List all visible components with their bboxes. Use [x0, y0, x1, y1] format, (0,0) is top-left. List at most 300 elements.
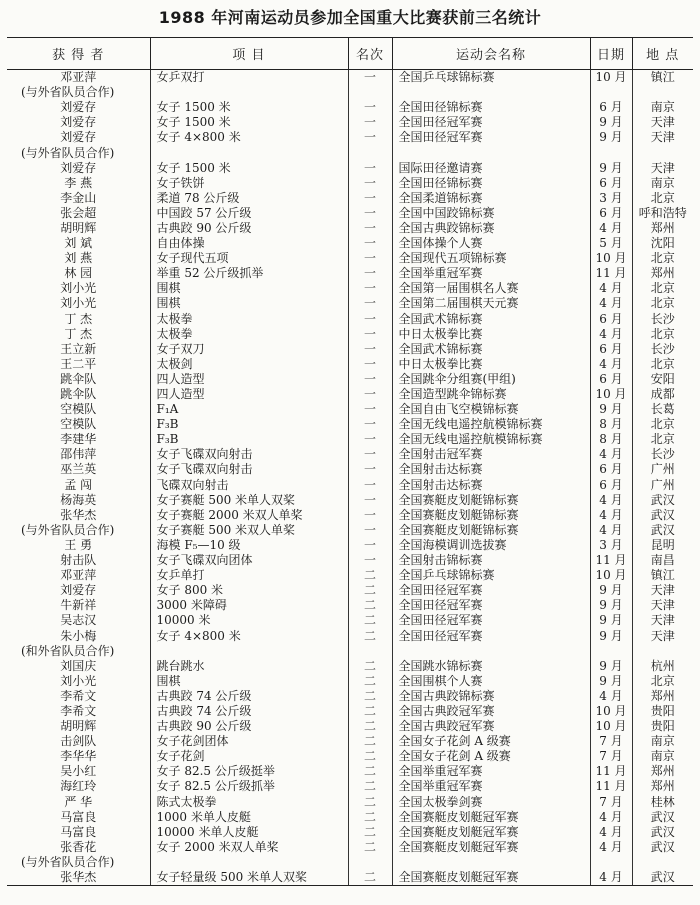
cell-meet: 全国田径锦标赛 [392, 176, 590, 191]
cell-event: 太极拳 [150, 327, 348, 342]
cell-event: 太极剑 [150, 357, 348, 372]
cell-winner: 刘爱存 [60, 115, 97, 130]
cell-event: 古典跤 90 公斤级 [150, 221, 348, 236]
cell-date: 9 月 [590, 613, 632, 628]
cell-winner: 刘 燕 [64, 251, 93, 266]
cell-meet: 全国举重冠军赛 [392, 779, 590, 794]
cell-place: 杭州 [632, 659, 693, 674]
cell-meet: 全国乒乓球锦标赛 [392, 568, 590, 583]
cell-event [150, 644, 348, 659]
table-row [7, 221, 693, 236]
header-place: 地 点 [632, 38, 693, 70]
results-table [7, 37, 693, 886]
cell-place: 北京 [632, 417, 693, 432]
table-row [7, 568, 693, 583]
cell-rank: 一 [348, 327, 392, 342]
cell-date: 4 月 [590, 810, 632, 825]
cell-place: 武汉 [632, 840, 693, 855]
cell-winner: 朱小梅 [60, 628, 97, 643]
cell-date: 8 月 [590, 417, 632, 432]
cell-date: 9 月 [590, 583, 632, 598]
cell-event: 女子赛艇 2000 米双人单桨 [150, 508, 348, 523]
table-row [7, 870, 693, 886]
cell-place: 长沙 [632, 447, 693, 462]
header-meet: 运动会名称 [392, 38, 590, 70]
cell-rank: 二 [348, 734, 392, 749]
cell-rank [348, 85, 392, 100]
cell-place: 武汉 [632, 493, 693, 508]
cell-place: 北京 [632, 674, 693, 689]
cell-event: 女子花剑团体 [150, 734, 348, 749]
cell-meet: 全国射击冠军赛 [392, 447, 590, 462]
cell-rank: 一 [348, 342, 392, 357]
cell-meet: 国际田径邀请赛 [392, 161, 590, 176]
cell-place: 天津 [632, 161, 693, 176]
cell-rank [348, 855, 392, 870]
cell-rank: 二 [348, 628, 392, 643]
cell-rank: 一 [348, 312, 392, 327]
cell-event: 女子双刀 [150, 342, 348, 357]
cell-date: 7 月 [590, 749, 632, 764]
table-row [7, 810, 693, 825]
cell-date: 4 月 [590, 870, 632, 886]
cell-meet: 全国围棋个人赛 [392, 674, 590, 689]
cell-place: 南京 [632, 176, 693, 191]
cell-rank: 二 [348, 583, 392, 598]
cell-winner: 邵伟萍 [60, 447, 97, 462]
cell-date: 10 月 [590, 70, 632, 86]
cell-winner: 刘国庆 [60, 658, 97, 673]
table-row [7, 266, 693, 281]
table-row [7, 644, 693, 659]
cell-date: 10 月 [590, 704, 632, 719]
cell-date: 6 月 [590, 100, 632, 115]
table-row [7, 85, 693, 100]
table-row [7, 734, 693, 749]
cell-winner: 空模队 [60, 402, 97, 417]
header-event: 项 目 [150, 38, 348, 70]
cell-meet [392, 145, 590, 160]
cell-winner: (与外省队员合作) [21, 85, 115, 100]
cell-event: 1000 米单人皮艇 [150, 810, 348, 825]
cell-rank: 一 [348, 432, 392, 447]
cell-date: 9 月 [590, 674, 632, 689]
cell-meet: 全国田径冠军赛 [392, 598, 590, 613]
cell-rank: 一 [348, 221, 392, 236]
cell-rank: 二 [348, 704, 392, 719]
table-row [7, 749, 693, 764]
cell-meet [392, 855, 590, 870]
cell-place [632, 85, 693, 100]
cell-winner: (与外省队员合作) [21, 854, 115, 869]
cell-place: 长沙 [632, 342, 693, 357]
cell-date [590, 85, 632, 100]
cell-date: 4 月 [590, 327, 632, 342]
table-row [7, 493, 693, 508]
cell-rank: 二 [348, 810, 392, 825]
cell-rank: 一 [348, 357, 392, 372]
table-row [7, 387, 693, 402]
cell-winner: 丁 杰 [64, 326, 93, 341]
cell-winner: (和外省队员合作) [21, 643, 115, 658]
cell-meet: 全国赛艇皮划艇锦标赛 [392, 508, 590, 523]
cell-meet: 全国跳水锦标赛 [392, 659, 590, 674]
cell-date: 9 月 [590, 402, 632, 417]
cell-rank: 二 [348, 719, 392, 734]
cell-date: 3 月 [590, 191, 632, 206]
cell-date: 9 月 [590, 598, 632, 613]
cell-meet: 全国自由飞空模锦标赛 [392, 402, 590, 417]
cell-rank: 一 [348, 523, 392, 538]
cell-event [150, 85, 348, 100]
cell-meet: 全国女子花剑 A 级赛 [392, 734, 590, 749]
cell-event: 古典跤 74 公斤级 [150, 689, 348, 704]
cell-rank: 一 [348, 553, 392, 568]
cell-winner: 空模队 [60, 417, 97, 432]
table-row [7, 613, 693, 628]
cell-meet: 全国田径冠军赛 [392, 115, 590, 130]
cell-winner: 杨海英 [60, 492, 97, 507]
cell-place: 天津 [632, 130, 693, 145]
cell-rank: 一 [348, 508, 392, 523]
table-row [7, 508, 693, 523]
table-row [7, 628, 693, 643]
table-row [7, 251, 693, 266]
cell-place: 长沙 [632, 312, 693, 327]
cell-place: 贵阳 [632, 719, 693, 734]
cell-winner: 刘爱存 [60, 160, 97, 175]
cell-event: 自由体操 [150, 236, 348, 251]
cell-winner: 刘爱存 [60, 100, 97, 115]
cell-winner: (与外省队员合作) [21, 145, 115, 160]
table-row [7, 312, 693, 327]
cell-place: 郑州 [632, 779, 693, 794]
table-row [7, 855, 693, 870]
cell-rank: 二 [348, 870, 392, 886]
cell-winner: 孟 闯 [64, 477, 93, 492]
cell-place: 昆明 [632, 538, 693, 553]
cell-rank: 二 [348, 568, 392, 583]
cell-rank: 一 [348, 538, 392, 553]
cell-event: 女子 4×800 米 [150, 130, 348, 145]
table-row [7, 704, 693, 719]
cell-rank: 一 [348, 281, 392, 296]
cell-event: 海模 F₅—10 级 [150, 538, 348, 553]
cell-date: 4 月 [590, 447, 632, 462]
cell-meet: 全国跳伞分组赛(甲组) [392, 372, 590, 387]
table-row [7, 432, 693, 447]
cell-place: 郑州 [632, 221, 693, 236]
cell-event: 古典跤 90 公斤级 [150, 719, 348, 734]
cell-meet: 全国无线电遥控航模锦标赛 [392, 417, 590, 432]
cell-place: 镇江 [632, 568, 693, 583]
cell-winner: 李华华 [60, 749, 97, 764]
cell-event: 举重 52 公斤级抓举 [150, 266, 348, 281]
cell-winner: 刘小光 [60, 673, 97, 688]
cell-event: 女子现代五项 [150, 251, 348, 266]
cell-date [590, 145, 632, 160]
cell-place: 桂林 [632, 795, 693, 810]
cell-event: 女子 82.5 公斤级抓举 [150, 779, 348, 794]
cell-place: 沈阳 [632, 236, 693, 251]
table-row [7, 70, 693, 86]
cell-winner: 吴志汉 [60, 613, 97, 628]
cell-place: 天津 [632, 613, 693, 628]
cell-date: 4 月 [590, 523, 632, 538]
cell-place: 武汉 [632, 825, 693, 840]
cell-place: 广州 [632, 462, 693, 477]
cell-meet: 全国海模调训选拔赛 [392, 538, 590, 553]
cell-rank: 二 [348, 598, 392, 613]
cell-rank: 一 [348, 236, 392, 251]
cell-meet: 全国赛艇皮划艇冠军赛 [392, 825, 590, 840]
cell-rank [348, 145, 392, 160]
cell-winner: 牛新祥 [60, 598, 97, 613]
cell-event: 女子铁饼 [150, 176, 348, 191]
cell-date: 6 月 [590, 312, 632, 327]
table-row [7, 598, 693, 613]
table-row [7, 372, 693, 387]
cell-place: 北京 [632, 191, 693, 206]
table-header-row [7, 38, 693, 70]
table-row [7, 447, 693, 462]
cell-rank: 一 [348, 447, 392, 462]
table-row [7, 176, 693, 191]
cell-place [632, 644, 693, 659]
cell-event: F₁A [150, 402, 348, 417]
cell-date: 10 月 [590, 568, 632, 583]
cell-meet: 全国古典跤冠军赛 [392, 704, 590, 719]
cell-winner: 张华杰 [7, 870, 150, 886]
table-row [7, 840, 693, 855]
cell-date [590, 644, 632, 659]
table-row [7, 100, 693, 115]
cell-winner: 李希文 [60, 688, 97, 703]
cell-date: 3 月 [590, 538, 632, 553]
cell-place: 南昌 [632, 553, 693, 568]
cell-event: 女子 1500 米 [150, 115, 348, 130]
cell-meet: 全国田径冠军赛 [392, 628, 590, 643]
cell-meet: 全国古典跤锦标赛 [392, 689, 590, 704]
cell-rank: 二 [348, 674, 392, 689]
cell-event: 10000 米单人皮艇 [150, 825, 348, 840]
cell-event: 女乒双打 [150, 70, 348, 86]
cell-rank: 一 [348, 176, 392, 191]
cell-meet: 全国第一届围棋名人赛 [392, 281, 590, 296]
cell-date: 6 月 [590, 206, 632, 221]
cell-meet: 全国女子花剑 A 级赛 [392, 749, 590, 764]
cell-date: 10 月 [590, 719, 632, 734]
cell-event [150, 855, 348, 870]
cell-event: 跳台跳水 [150, 659, 348, 674]
cell-date: 9 月 [590, 659, 632, 674]
table-row [7, 478, 693, 493]
cell-meet: 全国田径冠军赛 [392, 583, 590, 598]
header-date: 日期 [590, 38, 632, 70]
cell-place: 武汉 [632, 870, 693, 886]
cell-winner: 丁 杰 [64, 311, 93, 326]
cell-winner: 林 园 [64, 266, 93, 281]
cell-event: 柔道 78 公斤级 [150, 191, 348, 206]
cell-winner: 王 勇 [64, 537, 93, 552]
cell-event: 围棋 [150, 281, 348, 296]
cell-winner: 刘小光 [60, 296, 97, 311]
table-row [7, 719, 693, 734]
cell-meet: 全国赛艇皮划艇冠军赛 [392, 810, 590, 825]
cell-date: 7 月 [590, 734, 632, 749]
cell-meet: 全国古典跤冠军赛 [392, 719, 590, 734]
cell-meet: 全国体操个人赛 [392, 236, 590, 251]
cell-meet: 全国第二届围棋天元赛 [392, 296, 590, 311]
cell-winner: 吴小红 [60, 764, 97, 779]
cell-place: 南京 [632, 734, 693, 749]
cell-date: 7 月 [590, 795, 632, 810]
cell-meet: 全国赛艇皮划艇冠军赛 [392, 870, 590, 886]
cell-rank: 二 [348, 613, 392, 628]
cell-winner: 王二平 [60, 356, 97, 371]
cell-meet [392, 85, 590, 100]
cell-date: 4 月 [590, 493, 632, 508]
cell-date [590, 855, 632, 870]
cell-place [632, 855, 693, 870]
cell-event: 女乒单打 [150, 568, 348, 583]
cell-rank: 一 [348, 266, 392, 281]
cell-rank [348, 644, 392, 659]
cell-event: 陈式太极拳 [150, 795, 348, 810]
cell-rank: 一 [348, 70, 392, 86]
cell-date: 6 月 [590, 462, 632, 477]
table-row [7, 795, 693, 810]
cell-winner: 邓亚萍 [60, 568, 97, 583]
cell-winner: 邓亚萍 [60, 70, 97, 85]
cell-winner: (与外省队员合作) [21, 522, 115, 537]
cell-meet: 全国中国跤锦标赛 [392, 206, 590, 221]
cell-date: 4 月 [590, 281, 632, 296]
cell-place: 天津 [632, 628, 693, 643]
cell-event: 女子 800 米 [150, 583, 348, 598]
cell-date: 11 月 [590, 553, 632, 568]
cell-rank: 一 [348, 100, 392, 115]
cell-rank: 二 [348, 840, 392, 855]
cell-winner: 跳伞队 [60, 371, 97, 386]
cell-rank: 一 [348, 161, 392, 176]
cell-meet: 全国乒乓球锦标赛 [392, 70, 590, 86]
cell-meet: 全国举重冠军赛 [392, 266, 590, 281]
cell-meet: 全国造型跳伞锦标赛 [392, 387, 590, 402]
cell-place: 镇江 [632, 70, 693, 86]
cell-date: 11 月 [590, 779, 632, 794]
cell-rank: 一 [348, 296, 392, 311]
cell-date: 9 月 [590, 130, 632, 145]
cell-meet [392, 644, 590, 659]
cell-event: 3000 米障碍 [150, 598, 348, 613]
cell-winner: 巫兰英 [60, 462, 97, 477]
cell-winner: 马富良 [60, 824, 97, 839]
cell-date: 6 月 [590, 478, 632, 493]
cell-meet: 全国武术锦标赛 [392, 312, 590, 327]
cell-rank: 二 [348, 779, 392, 794]
cell-date: 4 月 [590, 357, 632, 372]
cell-date: 5 月 [590, 236, 632, 251]
cell-place: 武汉 [632, 523, 693, 538]
cell-winner: 胡明辉 [60, 719, 97, 734]
cell-date: 9 月 [590, 115, 632, 130]
cell-rank: 一 [348, 387, 392, 402]
table-row [7, 191, 693, 206]
cell-meet: 全国柔道锦标赛 [392, 191, 590, 206]
cell-winner: 射击队 [60, 553, 97, 568]
cell-winner: 胡明辉 [60, 220, 97, 235]
table-body [7, 70, 693, 886]
table-row [7, 115, 693, 130]
cell-event: 女子赛艇 500 米单人双桨 [150, 493, 348, 508]
cell-rank: 二 [348, 825, 392, 840]
cell-winner: 刘爱存 [60, 583, 97, 598]
cell-place: 北京 [632, 281, 693, 296]
cell-date: 4 月 [590, 296, 632, 311]
cell-date: 4 月 [590, 508, 632, 523]
cell-event: 女子飞碟双向团体 [150, 553, 348, 568]
table-row [7, 296, 693, 311]
cell-event: 飞碟双向射击 [150, 478, 348, 493]
cell-place: 广州 [632, 478, 693, 493]
cell-winner: 李金山 [60, 190, 97, 205]
cell-winner: 张会超 [60, 205, 97, 220]
cell-date: 8 月 [590, 432, 632, 447]
cell-meet: 全国田径冠军赛 [392, 613, 590, 628]
cell-place: 南京 [632, 100, 693, 115]
table-row [7, 402, 693, 417]
table-row [7, 161, 693, 176]
cell-rank: 一 [348, 372, 392, 387]
cell-event: 围棋 [150, 674, 348, 689]
cell-meet: 全国赛艇皮划艇锦标赛 [392, 523, 590, 538]
cell-place: 贵阳 [632, 704, 693, 719]
cell-meet: 全国无线电遥控航模锦标赛 [392, 432, 590, 447]
table-row [7, 462, 693, 477]
cell-rank: 一 [348, 251, 392, 266]
cell-winner: 李希文 [60, 703, 97, 718]
cell-place: 呼和浩特 [632, 206, 693, 221]
cell-meet: 全国赛艇皮划艇冠军赛 [392, 840, 590, 855]
cell-event: 女子飞碟双向射击 [150, 447, 348, 462]
cell-rank: 一 [348, 402, 392, 417]
cell-date: 11 月 [590, 266, 632, 281]
cell-date: 11 月 [590, 764, 632, 779]
cell-meet: 全国田径锦标赛 [392, 100, 590, 115]
cell-meet: 全国古典跤锦标赛 [392, 221, 590, 236]
header-winner: 获 得 者 [7, 38, 150, 70]
cell-winner: 张香花 [60, 839, 97, 854]
cell-meet: 全国赛艇皮划艇锦标赛 [392, 493, 590, 508]
table-row [7, 130, 693, 145]
cell-date: 9 月 [590, 161, 632, 176]
cell-event: F₃B [150, 417, 348, 432]
cell-date: 4 月 [590, 221, 632, 236]
cell-event: 女子 1500 米 [150, 100, 348, 115]
cell-event [150, 145, 348, 160]
page-title: 1988 年河南运动员参加全国重大比赛获前三名统计 [158, 8, 542, 27]
cell-event: 古典跤 74 公斤级 [150, 704, 348, 719]
cell-meet: 全国射击达标赛 [392, 478, 590, 493]
cell-event: 女子 1500 米 [150, 161, 348, 176]
cell-winner: 李 燕 [64, 175, 93, 190]
cell-date: 4 月 [590, 840, 632, 855]
table-row [7, 689, 693, 704]
cell-event: 中国跤 57 公斤级 [150, 206, 348, 221]
cell-rank: 一 [348, 462, 392, 477]
cell-place [632, 145, 693, 160]
